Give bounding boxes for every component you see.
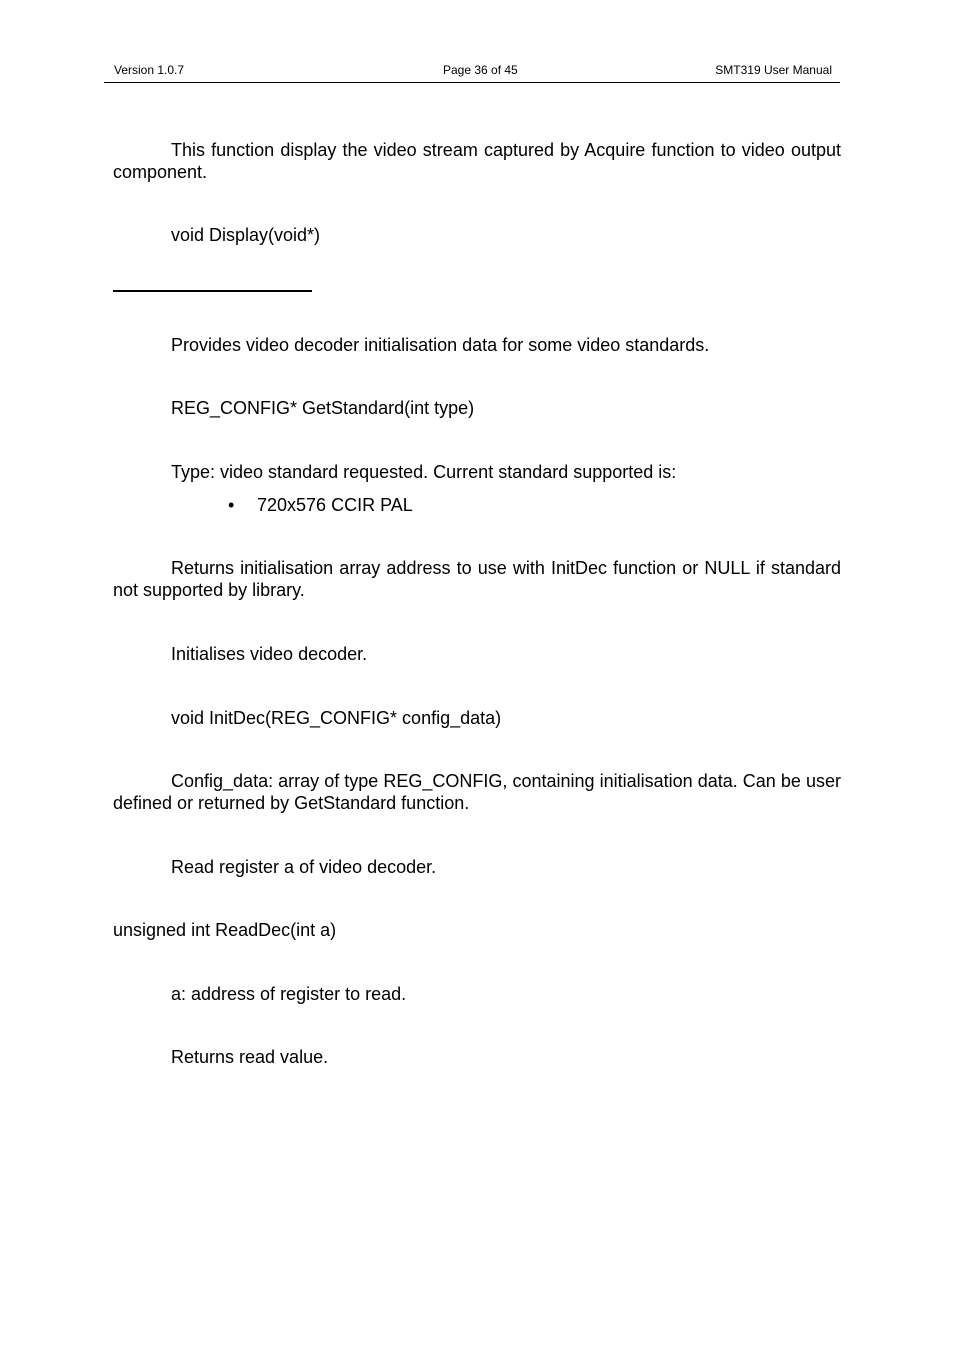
display-description: This function display the video stream captured by Acquire function to video output component.: [113, 140, 841, 182]
page-header: [104, 60, 840, 83]
header-manual-title: SMT319 User Manual: [715, 63, 832, 77]
initdec-parameters: Config_data: array of type REG_CONFIG, containing initialisation data. Can be user defined or returned by GetStandard function.: [113, 771, 841, 813]
standard-name: 720x576 CCIR PAL: [257, 495, 413, 515]
header-page-number: Page 36 of 45: [443, 63, 518, 77]
initdec-description: Initialises video decoder.: [171, 644, 368, 664]
header-version: Version 1.0.7: [114, 63, 185, 77]
display-prototype: void Display(void*): [171, 225, 321, 245]
readdec-description: Read register a of video decoder.: [171, 857, 437, 877]
getstandard-prototype: REG_CONFIG* GetStandard(int type): [171, 398, 475, 418]
getstandard-parameters: Type: video standard requested. Current standard supported is:: [171, 462, 677, 482]
readdec-parameters: a: address of register to read.: [171, 984, 407, 1004]
section-divider: [113, 290, 312, 292]
readdec-returns: Returns read value.: [171, 1047, 329, 1067]
readdec-prototype: unsigned int ReadDec(int a): [113, 920, 337, 940]
getstandard-description: Provides video decoder initialisation data for some video standards.: [171, 335, 710, 355]
initdec-prototype: void InitDec(REG_CONFIG* config_data): [171, 708, 502, 728]
getstandard-returns: Returns initialisation array address to use with InitDec function or NULL if standard not supported by library.: [113, 558, 841, 600]
bullet-icon: •: [228, 495, 235, 515]
standard-list-item: [228, 494, 413, 516]
